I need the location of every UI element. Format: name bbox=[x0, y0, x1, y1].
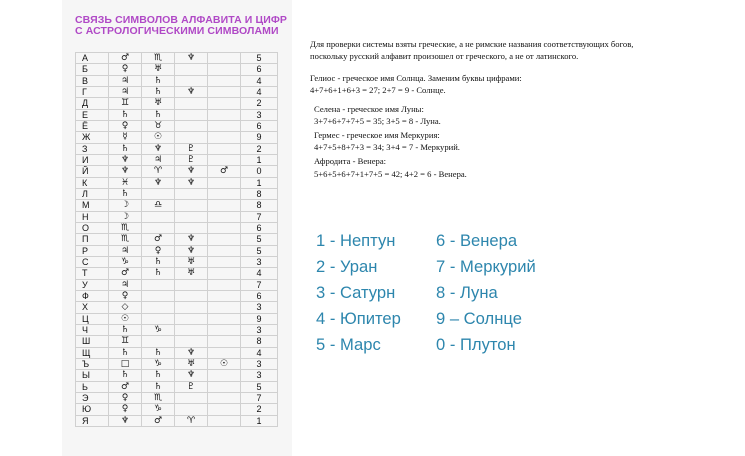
symbol-cell: ♄ bbox=[142, 381, 175, 392]
symbol-cell bbox=[208, 75, 241, 86]
letter-cell: И bbox=[76, 154, 109, 165]
symbol-cell bbox=[175, 109, 208, 120]
letter-cell: Н bbox=[76, 211, 109, 222]
mapping-item: 5 - Марс bbox=[316, 335, 381, 354]
number-cell: 3 bbox=[241, 109, 278, 120]
symbol-cell: ♆ bbox=[109, 166, 142, 177]
number-cell: 5 bbox=[241, 245, 278, 256]
symbol-cell: ♅ bbox=[175, 268, 208, 279]
symbol-cell bbox=[142, 188, 175, 199]
number-cell: 3 bbox=[241, 358, 278, 369]
letter-cell: Д bbox=[76, 98, 109, 109]
number-cell: 3 bbox=[241, 370, 278, 381]
table-row bbox=[76, 381, 278, 392]
letter-cell: Ё bbox=[76, 120, 109, 131]
table-row bbox=[76, 324, 278, 335]
symbol-cell bbox=[208, 234, 241, 245]
symbol-cell: ♅ bbox=[142, 98, 175, 109]
symbol-cell bbox=[175, 392, 208, 403]
symbol-cell: ♏ bbox=[109, 234, 142, 245]
letter-cell: Ь bbox=[76, 381, 109, 392]
number-cell: 8 bbox=[241, 188, 278, 199]
symbol-cell bbox=[142, 313, 175, 324]
symbol-cell: ♄ bbox=[142, 370, 175, 381]
mapping-item: 0 - Плутон bbox=[436, 335, 516, 354]
letter-cell: Ы bbox=[76, 370, 109, 381]
table-row bbox=[76, 154, 278, 165]
note-line-6: 3+7+6+7+7+5 = 35; 3+5 = 8 - Луна. bbox=[314, 116, 441, 126]
table-row bbox=[76, 392, 278, 403]
symbol-cell: ♄ bbox=[142, 347, 175, 358]
mapping-item: 6 - Венера bbox=[436, 231, 518, 250]
table-row bbox=[76, 358, 278, 369]
symbol-cell bbox=[208, 132, 241, 143]
table-row bbox=[76, 256, 278, 267]
symbol-cell bbox=[142, 290, 175, 301]
symbol-cell: ♈ bbox=[142, 166, 175, 177]
symbol-cell bbox=[175, 279, 208, 290]
symbol-cell bbox=[175, 324, 208, 335]
symbol-cell: ♆ bbox=[142, 143, 175, 154]
letter-cell: С bbox=[76, 256, 109, 267]
symbol-cell bbox=[142, 211, 175, 222]
symbol-cell: ♆ bbox=[109, 415, 142, 426]
letter-cell: А bbox=[76, 53, 109, 64]
letter-cell: Э bbox=[76, 392, 109, 403]
symbol-cell bbox=[175, 132, 208, 143]
number-cell: 4 bbox=[241, 75, 278, 86]
letter-cell: М bbox=[76, 200, 109, 211]
symbol-cell bbox=[208, 324, 241, 335]
symbol-cell bbox=[208, 177, 241, 188]
symbol-cell bbox=[175, 120, 208, 131]
number-cell: 5 bbox=[241, 53, 278, 64]
symbol-cell: ♄ bbox=[109, 109, 142, 120]
symbol-cell bbox=[208, 222, 241, 233]
letter-cell: Ф bbox=[76, 290, 109, 301]
symbol-cell: ☉ bbox=[208, 358, 241, 369]
symbol-cell: ♑ bbox=[109, 256, 142, 267]
symbol-cell bbox=[142, 336, 175, 347]
symbol-cell bbox=[208, 256, 241, 267]
letter-cell: Р bbox=[76, 245, 109, 256]
letter-cell: Т bbox=[76, 268, 109, 279]
symbol-cell: ♆ bbox=[175, 53, 208, 64]
symbol-cell: ♀ bbox=[109, 120, 142, 131]
letter-cell: Щ bbox=[76, 347, 109, 358]
title-line-1: СВЯЗЬ СИМВОЛОВ АЛФАВИТА И ЦИФР bbox=[75, 14, 288, 26]
number-cell: 6 bbox=[241, 64, 278, 75]
symbol-cell: ♃ bbox=[109, 86, 142, 97]
table-row bbox=[76, 302, 278, 313]
table-row bbox=[76, 75, 278, 86]
symbol-cell bbox=[208, 381, 241, 392]
symbol-cell bbox=[208, 200, 241, 211]
symbol-cell: ♀ bbox=[109, 392, 142, 403]
table-row bbox=[76, 234, 278, 245]
symbol-cell: ♊ bbox=[109, 336, 142, 347]
symbol-cell: ♆ bbox=[175, 234, 208, 245]
table-row bbox=[76, 86, 278, 97]
letter-cell: У bbox=[76, 279, 109, 290]
number-cell: 8 bbox=[241, 200, 278, 211]
symbol-cell: ♏ bbox=[109, 222, 142, 233]
number-cell: 3 bbox=[241, 324, 278, 335]
mapping-left-column bbox=[316, 228, 401, 358]
symbol-cell: ♂ bbox=[109, 53, 142, 64]
symbol-cell: ☽ bbox=[109, 211, 142, 222]
number-cell: 4 bbox=[241, 347, 278, 358]
mapping-item: 8 - Луна bbox=[436, 283, 498, 302]
letter-cell: Б bbox=[76, 64, 109, 75]
number-cell: 2 bbox=[241, 404, 278, 415]
symbol-cell: ♄ bbox=[142, 86, 175, 97]
symbol-cell bbox=[175, 302, 208, 313]
symbol-cell: ♃ bbox=[142, 154, 175, 165]
symbol-cell: ♄ bbox=[109, 370, 142, 381]
table-row bbox=[76, 313, 278, 324]
symbol-cell: ♀ bbox=[109, 404, 142, 415]
number-cell: 2 bbox=[241, 143, 278, 154]
symbol-cell: ♑ bbox=[142, 358, 175, 369]
letter-cell: В bbox=[76, 75, 109, 86]
mapping-right-column bbox=[436, 228, 536, 358]
symbol-cell bbox=[175, 222, 208, 233]
symbol-cell: ♃ bbox=[109, 75, 142, 86]
table-row bbox=[76, 370, 278, 381]
symbol-cell: ♅ bbox=[175, 256, 208, 267]
symbol-cell bbox=[208, 211, 241, 222]
symbol-cell: ♄ bbox=[109, 324, 142, 335]
number-cell: 7 bbox=[241, 392, 278, 403]
note-line-2: поскольку русский алфавит произошел от греческого, а не от латинского. bbox=[310, 51, 579, 61]
letter-cell: Ъ bbox=[76, 358, 109, 369]
number-cell: 7 bbox=[241, 211, 278, 222]
table-row bbox=[76, 143, 278, 154]
table-row bbox=[76, 279, 278, 290]
number-cell: 2 bbox=[241, 98, 278, 109]
note-line-10: 5+6+5+6+7+1+7+5 = 42; 4+2 = 6 - Венера. bbox=[314, 169, 467, 179]
number-cell: 3 bbox=[241, 256, 278, 267]
letter-cell: Ж bbox=[76, 132, 109, 143]
table-row bbox=[76, 98, 278, 109]
symbol-cell bbox=[142, 222, 175, 233]
symbol-cell bbox=[208, 347, 241, 358]
symbol-cell: ♅ bbox=[142, 64, 175, 75]
symbol-cell bbox=[208, 336, 241, 347]
symbol-cell bbox=[208, 98, 241, 109]
number-cell: 0 bbox=[241, 166, 278, 177]
symbol-cell: ♂ bbox=[109, 381, 142, 392]
letter-cell: О bbox=[76, 222, 109, 233]
symbol-cell bbox=[208, 120, 241, 131]
note-line-5: Селена - греческое имя Луны: bbox=[314, 104, 424, 114]
table-row bbox=[76, 347, 278, 358]
symbol-cell bbox=[208, 188, 241, 199]
symbol-cell: ☿ bbox=[109, 132, 142, 143]
symbol-cell: ♏ bbox=[142, 392, 175, 403]
mapping-item: 4 - Юпитер bbox=[316, 309, 401, 328]
table-row bbox=[76, 211, 278, 222]
title-line-2: С АСТРОЛОГИЧЕСКИМИ СИМВОЛАМИ bbox=[75, 25, 279, 37]
table-row bbox=[76, 404, 278, 415]
letter-cell: Е bbox=[76, 109, 109, 120]
symbol-cell bbox=[175, 64, 208, 75]
number-cell: 1 bbox=[241, 415, 278, 426]
mapping-item: 3 - Сатурн bbox=[316, 283, 396, 302]
table-row bbox=[76, 200, 278, 211]
note-line-9: Афродита - Венера: bbox=[314, 156, 387, 166]
table-row bbox=[76, 132, 278, 143]
symbol-cell bbox=[208, 392, 241, 403]
symbol-cell bbox=[175, 211, 208, 222]
symbol-cell bbox=[208, 290, 241, 301]
symbol-cell bbox=[175, 188, 208, 199]
number-cell: 7 bbox=[241, 279, 278, 290]
symbol-cell: □ bbox=[109, 358, 142, 369]
symbol-cell: ♄ bbox=[142, 256, 175, 267]
symbol-cell bbox=[208, 64, 241, 75]
letter-cell: Ш bbox=[76, 336, 109, 347]
symbol-cell bbox=[208, 370, 241, 381]
number-cell: 6 bbox=[241, 120, 278, 131]
table-row bbox=[76, 120, 278, 131]
symbol-cell bbox=[208, 415, 241, 426]
symbol-cell: ♎ bbox=[142, 200, 175, 211]
symbol-cell bbox=[175, 290, 208, 301]
note-line-7: Гермес - греческое имя Меркурия: bbox=[314, 130, 440, 140]
symbol-cell: ♆ bbox=[109, 154, 142, 165]
symbol-cell: ♆ bbox=[175, 245, 208, 256]
symbol-cell bbox=[208, 143, 241, 154]
letter-cell: Ю bbox=[76, 404, 109, 415]
table-row bbox=[76, 166, 278, 177]
note-line-1: Для проверки системы взяты греческие, а не римские названия соответствующих богов, bbox=[310, 39, 634, 49]
letter-cell: Л bbox=[76, 188, 109, 199]
symbol-cell: ♂ bbox=[142, 415, 175, 426]
symbol-cell bbox=[208, 279, 241, 290]
alphabet-symbol-table bbox=[75, 52, 278, 427]
symbol-cell: ♄ bbox=[142, 75, 175, 86]
symbol-cell: ♈ bbox=[175, 415, 208, 426]
number-cell: 3 bbox=[241, 302, 278, 313]
symbol-cell: ☉ bbox=[109, 313, 142, 324]
symbol-cell: ♇ bbox=[175, 381, 208, 392]
symbol-cell: ♑ bbox=[142, 324, 175, 335]
note-line-8: 4+7+5+8+7+3 = 34; 3+4 = 7 - Меркурий. bbox=[314, 142, 460, 152]
table-row bbox=[76, 290, 278, 301]
symbol-cell: ♆ bbox=[175, 347, 208, 358]
symbol-cell bbox=[175, 98, 208, 109]
symbol-cell bbox=[175, 200, 208, 211]
symbol-cell bbox=[208, 109, 241, 120]
number-cell: 5 bbox=[241, 234, 278, 245]
table-row bbox=[76, 109, 278, 120]
letter-cell: Х bbox=[76, 302, 109, 313]
symbol-cell: ♂ bbox=[142, 234, 175, 245]
letter-cell: Ц bbox=[76, 313, 109, 324]
letter-cell: Ч bbox=[76, 324, 109, 335]
letter-cell: П bbox=[76, 234, 109, 245]
symbol-cell: ♄ bbox=[109, 188, 142, 199]
symbol-cell: ♊ bbox=[109, 98, 142, 109]
symbol-cell: ♂ bbox=[109, 268, 142, 279]
symbol-cell bbox=[208, 404, 241, 415]
symbol-cell: ♏ bbox=[142, 53, 175, 64]
symbol-cell: ♄ bbox=[109, 143, 142, 154]
symbol-cell: ♆ bbox=[175, 370, 208, 381]
table-row bbox=[76, 64, 278, 75]
letter-cell: З bbox=[76, 143, 109, 154]
mapping-item: 2 - Уран bbox=[316, 257, 378, 276]
note-line-4: 4+7+6+1+6+3 = 27; 2+7 = 9 - Солнце. bbox=[310, 85, 446, 95]
symbol-cell bbox=[208, 53, 241, 64]
symbol-cell: ♆ bbox=[175, 177, 208, 188]
symbol-cell bbox=[175, 404, 208, 415]
symbol-cell: ♃ bbox=[109, 245, 142, 256]
symbol-cell: ♆ bbox=[175, 166, 208, 177]
table-row bbox=[76, 177, 278, 188]
symbol-cell: ♄ bbox=[109, 347, 142, 358]
number-cell: 5 bbox=[241, 381, 278, 392]
symbol-cell: ♆ bbox=[142, 177, 175, 188]
symbol-cell: ♂ bbox=[208, 166, 241, 177]
number-cell: 4 bbox=[241, 86, 278, 97]
table-row bbox=[76, 222, 278, 233]
symbol-cell: ☉ bbox=[142, 132, 175, 143]
symbol-cell: ♇ bbox=[175, 143, 208, 154]
symbol-cell: ♃ bbox=[109, 279, 142, 290]
symbol-cell: ♀ bbox=[109, 290, 142, 301]
number-cell: 8 bbox=[241, 336, 278, 347]
symbol-cell bbox=[208, 86, 241, 97]
symbol-cell bbox=[142, 302, 175, 313]
symbol-cell: ♄ bbox=[142, 268, 175, 279]
letter-cell: К bbox=[76, 177, 109, 188]
symbol-cell: ♉ bbox=[142, 120, 175, 131]
number-cell: 6 bbox=[241, 290, 278, 301]
symbol-cell: ♀ bbox=[142, 245, 175, 256]
symbol-cell bbox=[175, 336, 208, 347]
number-cell: 4 bbox=[241, 268, 278, 279]
symbol-cell: ◇ bbox=[109, 302, 142, 313]
table-row bbox=[76, 245, 278, 256]
symbol-cell bbox=[142, 279, 175, 290]
table-row bbox=[76, 415, 278, 426]
letter-cell: Г bbox=[76, 86, 109, 97]
symbol-cell: ☽ bbox=[109, 200, 142, 211]
symbol-cell bbox=[208, 245, 241, 256]
symbol-cell: ♀ bbox=[109, 64, 142, 75]
symbol-cell bbox=[175, 75, 208, 86]
symbol-cell bbox=[175, 313, 208, 324]
symbol-cell bbox=[208, 302, 241, 313]
symbol-cell bbox=[208, 154, 241, 165]
chart-title bbox=[75, 15, 305, 37]
note-line-3: Гелиос - греческое имя Солнца. Заменим буквы цифрами: bbox=[310, 73, 522, 83]
number-cell: 9 bbox=[241, 132, 278, 143]
number-cell: 1 bbox=[241, 177, 278, 188]
symbol-cell: ♇ bbox=[175, 154, 208, 165]
mapping-item: 7 - Меркурий bbox=[436, 257, 536, 276]
mapping-item: 1 - Нептун bbox=[316, 231, 396, 250]
symbol-cell: ♆ bbox=[175, 86, 208, 97]
table-row bbox=[76, 268, 278, 279]
letter-cell: Я bbox=[76, 415, 109, 426]
number-cell: 9 bbox=[241, 313, 278, 324]
table-row bbox=[76, 336, 278, 347]
number-cell: 6 bbox=[241, 222, 278, 233]
symbol-cell bbox=[208, 268, 241, 279]
symbol-cell: ♑ bbox=[142, 404, 175, 415]
letter-cell: Й bbox=[76, 166, 109, 177]
symbol-cell bbox=[208, 313, 241, 324]
symbol-cell: ♓ bbox=[109, 177, 142, 188]
mapping-item: 9 – Солнце bbox=[436, 309, 522, 328]
symbol-cell: ♅ bbox=[175, 358, 208, 369]
number-cell: 1 bbox=[241, 154, 278, 165]
symbol-cell: ♄ bbox=[142, 109, 175, 120]
table-row bbox=[76, 53, 278, 64]
table-row bbox=[76, 188, 278, 199]
